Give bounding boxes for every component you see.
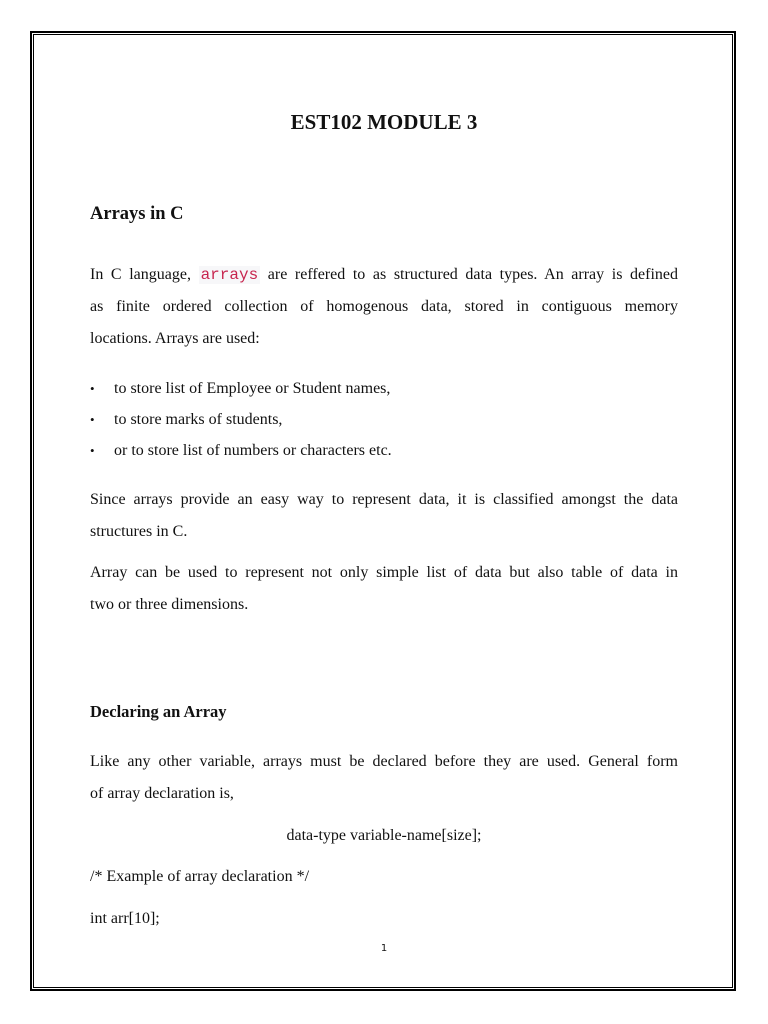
inline-code-arrays: arrays: [200, 266, 259, 284]
code-comment: /* Example of array declaration */: [90, 868, 310, 885]
code-example: int arr[10];: [90, 910, 160, 927]
list-item: [90, 373, 678, 404]
list-item: [90, 404, 678, 435]
paragraph-line-1: Since arrays provide an easy way to represent data, it is classified amongst the data: [90, 491, 678, 508]
document-title: EST102 MODULE 3: [290, 110, 478, 134]
bullet-icon: •: [90, 412, 95, 427]
bullet-icon: •: [90, 443, 95, 458]
uses-bullet-list: [90, 373, 678, 466]
intro-text-after: are reffered to as structured data types. An array is defined: [260, 266, 678, 283]
list-item: [90, 435, 678, 466]
list-item-text: or to store list of numbers or characters etc.: [114, 442, 392, 459]
list-item-text: to store list of Employee or Student names,: [114, 380, 391, 397]
data-structure-paragraph: [90, 484, 678, 548]
paragraph-line-2: structures in C.: [90, 523, 188, 540]
declaration-paragraph: [90, 746, 678, 810]
paragraph-line-1: Like any other variable, arrays must be declared before they are used. General form: [90, 753, 678, 770]
paragraph-line-2: of array declaration is,: [90, 785, 234, 802]
paragraph-line-2: two or three dimensions.: [90, 596, 249, 613]
bullet-icon: •: [90, 381, 95, 396]
intro-text-before: In C language,: [90, 266, 199, 283]
paragraph-line-1: Array can be used to represent not only simple list of data but also table of data in: [90, 564, 678, 581]
dimensions-paragraph: [90, 557, 678, 621]
list-item-text: to store marks of students,: [114, 411, 283, 428]
declaration-syntax: data-type variable-name[size];: [286, 827, 482, 844]
intro-line-2: as finite ordered collection of homogenous data, stored in contiguous memory: [90, 298, 678, 315]
intro-line-3: locations. Arrays are used:: [90, 330, 260, 347]
intro-line-1: [90, 259, 678, 291]
section-heading-arrays: Arrays in C: [90, 204, 184, 224]
page-number: 1: [380, 943, 388, 954]
intro-paragraph: [90, 259, 678, 355]
section-heading-declaring: Declaring an Array: [90, 702, 227, 721]
